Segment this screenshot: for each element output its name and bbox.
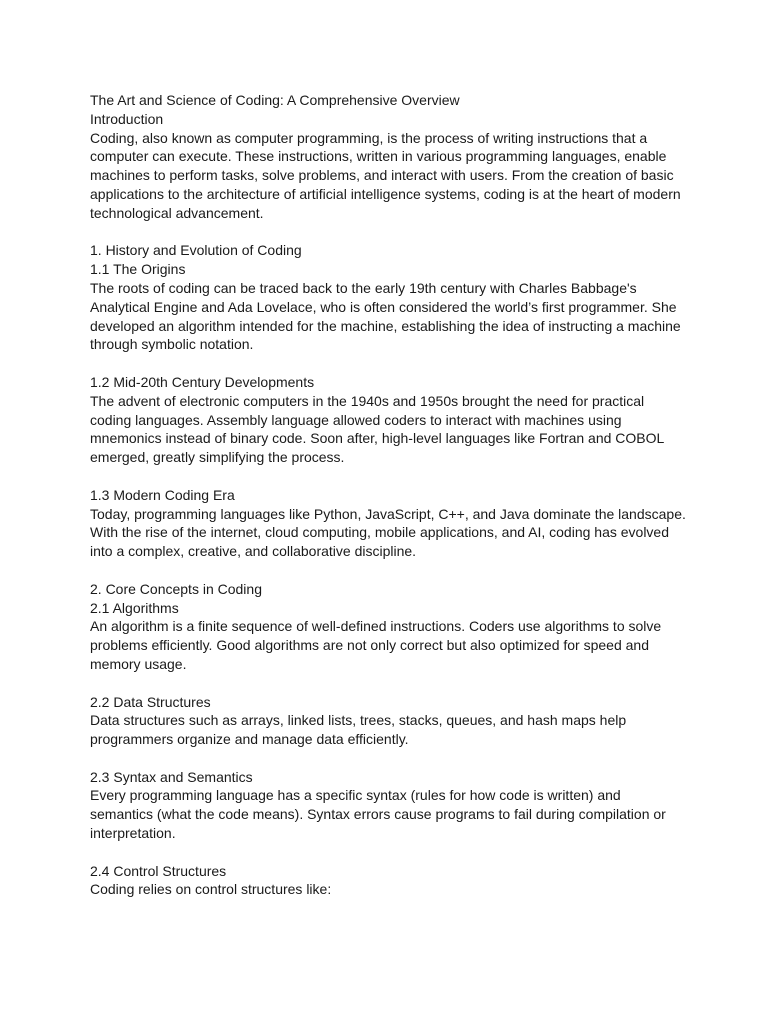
paragraph-line: machines to perform tasks, solve problems, and interact with users. From the creation of basic xyxy=(90,167,674,184)
paragraph-line: The advent of electronic computers in the 1940s and 1950s brought the need for practical xyxy=(90,392,645,409)
paragraph-line: Every programming language has a specific syntax (rules for how code is written) and xyxy=(90,787,621,804)
document-page xyxy=(90,91,690,899)
paragraph-control-structures xyxy=(90,880,690,899)
blank-line xyxy=(90,354,690,373)
subsection-heading-2-4: 2.4 Control Structures xyxy=(90,862,227,879)
blank-line xyxy=(90,561,690,580)
paragraph-line: Today, programming languages like Python, JavaScript, C++, and Java dominate the landscape. xyxy=(90,505,686,522)
paragraph-line: emerged, greatly simplifying the process. xyxy=(90,449,345,466)
paragraph-line: technological advancement. xyxy=(90,204,264,221)
paragraph-line: through symbolic notation. xyxy=(90,336,254,353)
subsection-heading-1-1: 1.1 The Origins xyxy=(90,261,186,278)
paragraph-line: Coding, also known as computer programming, is the process of writing instructions that a xyxy=(90,129,648,146)
paragraph-modern-era xyxy=(90,505,690,561)
paragraph-line: An algorithm is a finite sequence of well-defined instructions. Coders use algorithms to solve xyxy=(90,618,662,635)
paragraph-line: applications to the architecture of artificial intelligence systems, coding is at the heart of modern xyxy=(90,185,681,202)
paragraph-line: semantics (what the code means). Syntax errors cause programs to fail during compilation or xyxy=(90,806,666,823)
paragraph-line: mnemonics instead of binary code. Soon after, high-level languages like Fortran and COBOL xyxy=(90,430,665,447)
paragraph-line: Coding relies on control structures like: xyxy=(90,881,332,898)
paragraph-line: memory usage. xyxy=(90,655,187,672)
paragraph-line: coding languages. Assembly language allowed coders to interact with machines using xyxy=(90,411,622,428)
paragraph-line: Analytical Engine and Ada Lovelace, who is often considered the world’s first programmer. She xyxy=(90,298,677,315)
paragraph-line: interpretation. xyxy=(90,825,176,842)
paragraph-line: into a complex, creative, and collaborative discipline. xyxy=(90,543,417,560)
paragraph-syntax-semantics xyxy=(90,786,690,842)
subsection-heading-2-2: 2.2 Data Structures xyxy=(90,693,211,710)
paragraph-line: With the rise of the internet, cloud computing, mobile applications, and AI, coding has evolved xyxy=(90,524,670,541)
blank-line xyxy=(90,843,690,862)
paragraph-line: developed an algorithm intended for the machine, establishing the idea of instructing a machine xyxy=(90,317,681,334)
intro-heading: Introduction xyxy=(90,110,164,127)
blank-line xyxy=(90,223,690,242)
paragraph-line: programmers organize and manage data efficiently. xyxy=(90,731,409,748)
document-title: The Art and Science of Coding: A Comprehensive Overview xyxy=(90,92,460,108)
blank-line xyxy=(90,749,690,768)
subsection-heading-1-3: 1.3 Modern Coding Era xyxy=(90,486,235,503)
blank-line xyxy=(90,467,690,486)
paragraph-algorithms xyxy=(90,617,690,673)
paragraph-line: computer can execute. These instructions, written in various programming languages, enable xyxy=(90,148,667,165)
subsection-heading-1-2: 1.2 Mid-20th Century Developments xyxy=(90,373,315,390)
subsection-heading-2-1: 2.1 Algorithms xyxy=(90,599,179,616)
blank-line xyxy=(90,674,690,693)
intro-paragraph xyxy=(90,129,690,223)
paragraph-line: Data structures such as arrays, linked lists, trees, stacks, queues, and hash maps help xyxy=(90,712,627,729)
subsection-heading-2-3: 2.3 Syntax and Semantics xyxy=(90,768,253,785)
section-heading-2: 2. Core Concepts in Coding xyxy=(90,580,262,597)
paragraph-mid-century xyxy=(90,392,690,467)
paragraph-data-structures xyxy=(90,711,690,749)
paragraph-line: problems efficiently. Good algorithms are not only correct but also optimized for speed and xyxy=(90,637,649,654)
paragraph-origins xyxy=(90,279,690,354)
section-heading-1: 1. History and Evolution of Coding xyxy=(90,242,302,259)
paragraph-line: The roots of coding can be traced back to the early 19th century with Charles Babbage's xyxy=(90,279,637,296)
